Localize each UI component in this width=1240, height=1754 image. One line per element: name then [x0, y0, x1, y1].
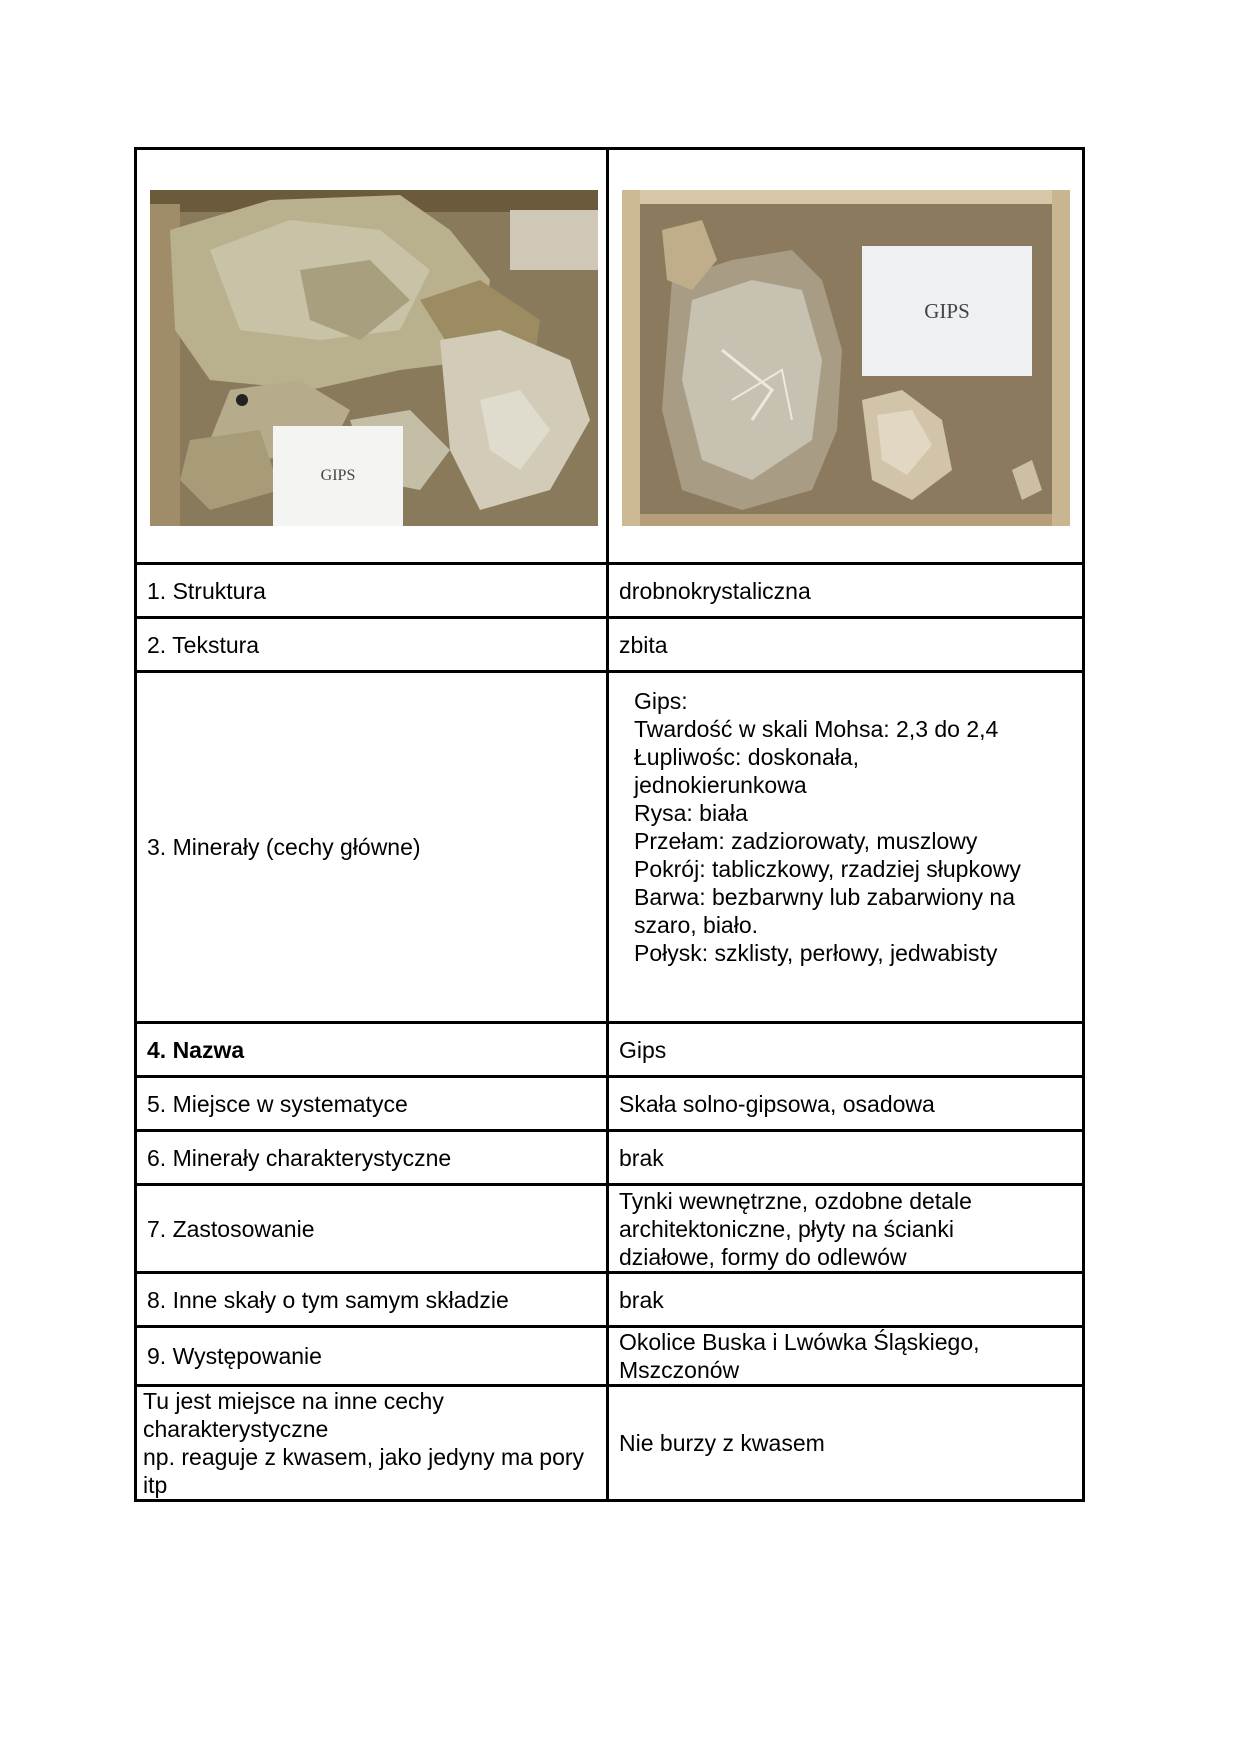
other-rocks-label: 8. Inne skały o tym samym składzie	[136, 1273, 608, 1327]
row-extra-features	[136, 1386, 1084, 1501]
photo-cell-right	[608, 149, 1084, 564]
mineral-feature-line: Połysk: szklisty, perłowy, jedwabisty	[634, 940, 998, 966]
row-application	[136, 1185, 1084, 1273]
extra-features-value: Nie burzy z kwasem	[608, 1386, 1084, 1501]
rock-description-table	[134, 147, 1085, 1502]
occurrence-line: Okolice Buska i Lwówka Śląskiego,	[619, 1329, 980, 1355]
specimen-label-card-right	[862, 246, 1032, 376]
occurrence-line: Mszczonów	[619, 1357, 740, 1383]
structure-value: drobnokrystaliczna	[608, 564, 1084, 618]
extra-label-line: np. reaguje z kwasem, jako jedyny ma pory itp	[143, 1444, 585, 1498]
row-name	[136, 1023, 1084, 1077]
minerals-label: 3. Minerały (cechy główne)	[136, 672, 608, 1023]
characteristic-value: brak	[608, 1131, 1084, 1185]
systematics-value: Skała solno-gipsowa, osadowa	[608, 1077, 1084, 1131]
photo-cell-left	[136, 149, 608, 564]
mineral-feature-line: Rysa: biała	[634, 800, 748, 826]
row-occurrence	[136, 1327, 1084, 1386]
specimen-label-card-left	[273, 426, 403, 526]
name-label: 4. Nazwa	[136, 1023, 608, 1077]
occurrence-value	[608, 1327, 1084, 1386]
row-systematics	[136, 1077, 1084, 1131]
application-line: architektoniczne, płyty na ścianki	[619, 1215, 954, 1242]
application-label: 7. Zastosowanie	[136, 1185, 608, 1273]
mineral-feature-line: Łupliwośc: doskonała,	[634, 744, 860, 770]
mineral-feature-line: Twardość w skali Mohsa: 2,3 do 2,4	[634, 716, 999, 742]
texture-label: 2. Tekstura	[136, 618, 608, 672]
mineral-feature-line: jednokierunkowa	[634, 772, 807, 798]
structure-label: 1. Struktura	[136, 564, 608, 618]
mineral-feature-line: szaro, biało.	[634, 912, 759, 938]
application-value	[608, 1185, 1084, 1273]
mineral-feature-line: Pokrój: tabliczkowy, rzadziej słupkowy	[634, 856, 1021, 882]
specimen-label-right: GIPS	[924, 299, 970, 323]
specimen-label-left: GIPS	[320, 467, 356, 484]
row-structure	[136, 564, 1084, 618]
minerals-features-list	[619, 687, 1072, 1007]
name-value: Gips	[608, 1023, 1084, 1077]
application-line: Tynki wewnętrzne, ozdobne detale	[619, 1187, 972, 1214]
extra-label-line: Tu jest miejsce na inne cechy charakterystyczne	[143, 1388, 444, 1442]
application-line: działowe, formy do odlewów	[619, 1243, 907, 1270]
texture-value: zbita	[608, 618, 1084, 672]
mineral-feature-line: Barwa: bezbarwny lub zabarwiony na	[634, 884, 1015, 910]
mineral-feature-line: Gips:	[634, 688, 688, 714]
row-minerals	[136, 672, 1084, 1023]
specimen-photo-right	[622, 190, 1070, 526]
row-characteristic-minerals	[136, 1131, 1084, 1185]
mineral-feature-line: Przełam: zadziorowaty, muszlowy	[634, 828, 978, 854]
photo-row	[136, 149, 1084, 564]
characteristic-label: 6. Minerały charakterystyczne	[136, 1131, 608, 1185]
row-other-rocks	[136, 1273, 1084, 1327]
occurrence-label: 9. Występowanie	[136, 1327, 608, 1386]
specimen-photo-left	[150, 190, 598, 526]
minerals-value	[608, 672, 1084, 1023]
systematics-label: 5. Miejsce w systematyce	[136, 1077, 608, 1131]
extra-features-label	[136, 1386, 608, 1501]
other-rocks-value: brak	[608, 1273, 1084, 1327]
row-texture	[136, 618, 1084, 672]
